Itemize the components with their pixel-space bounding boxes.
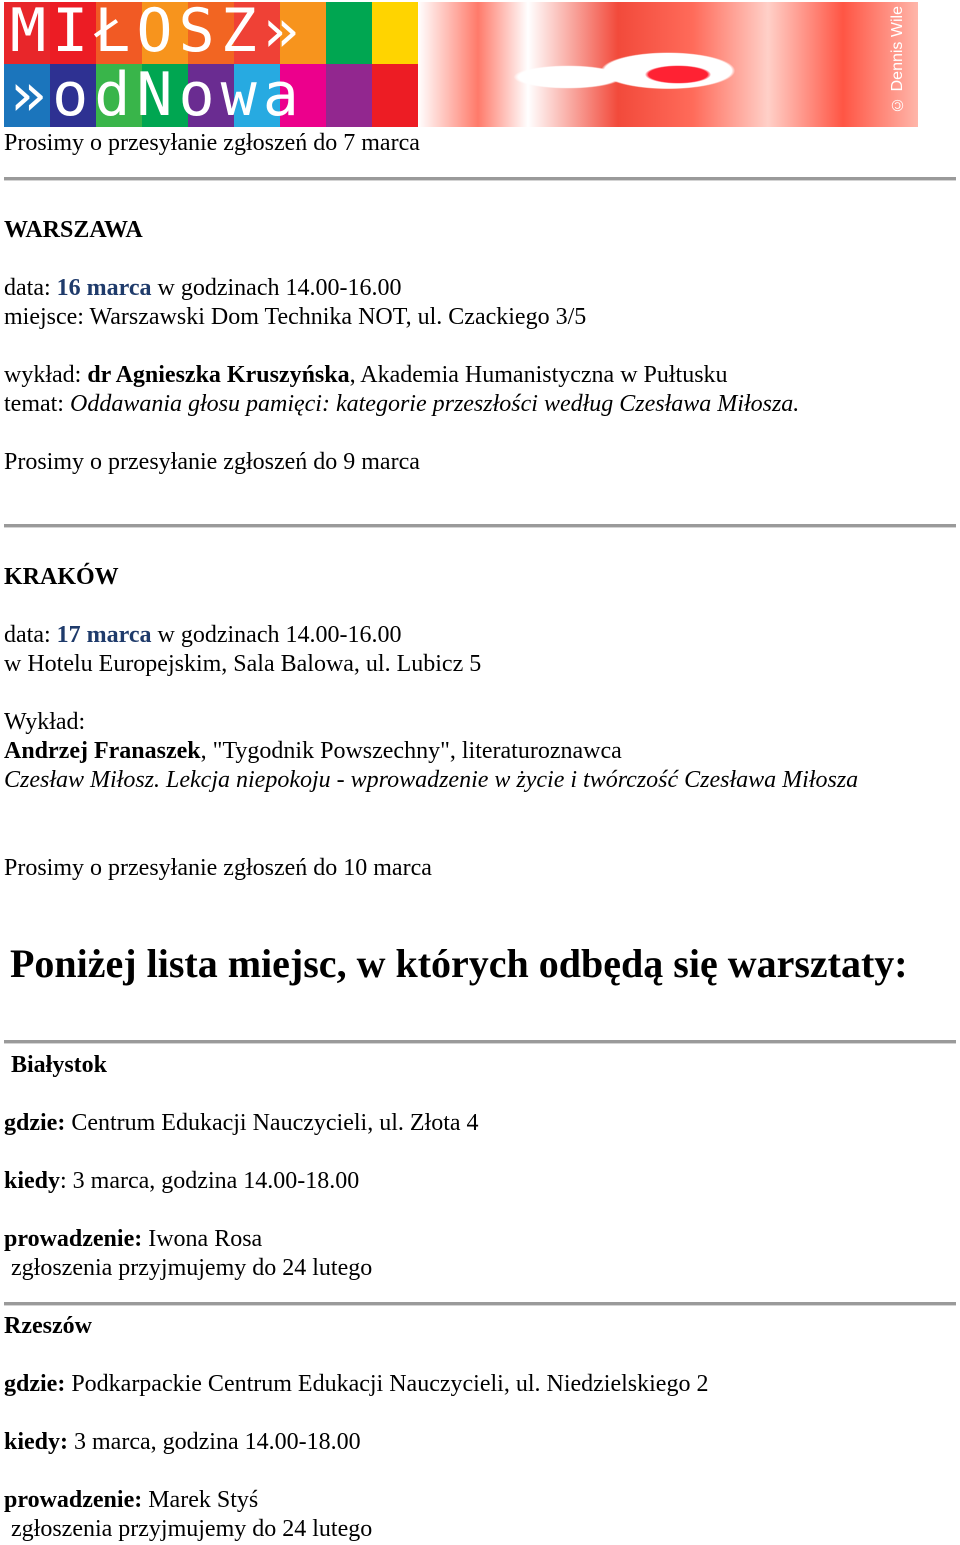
rzeszow-signup: zgłoszenia przyjmujemy do 24 lutego (11, 1516, 373, 1542)
krakow-topic: Czesław Miłosz. Lekcja niepokoju - wprowadzenie w życie i twórczość Czesława Miłosza (4, 767, 859, 793)
divider (4, 524, 956, 528)
city-heading-rzeszow: Rzeszów (4, 1313, 92, 1339)
city-heading-warszawa: WARSZAWA (4, 217, 143, 243)
divider (4, 1302, 956, 1306)
warszawa-lecture: wykład: dr Agnieszka Kruszyńska, Akademia Humanistyczna w Pułtusku (4, 362, 728, 388)
bialystok-when: kiedy: 3 marca, godzina 14.00-18.00 (4, 1168, 360, 1194)
rzeszow-when: kiedy: 3 marca, godzina 14.00-18.00 (4, 1429, 361, 1455)
portrait-image (418, 2, 918, 127)
krakow-deadline: Prosimy o przesyłanie zgłoszeń do 10 marca (4, 855, 432, 881)
divider (4, 1040, 956, 1044)
banner (4, 2, 918, 127)
logo-mosaic (4, 2, 418, 127)
krakow-place: w Hotelu Europejskim, Sala Balowa, ul. Lubicz 5 (4, 651, 482, 677)
krakow-lecture-label: Wykład: (4, 709, 86, 735)
warszawa-date: data: 16 marca w godzinach 14.00-16.00 (4, 275, 402, 301)
bialystok-where: gdzie: Centrum Edukacji Nauczycieli, ul. Złota 4 (4, 1110, 479, 1136)
warszawa-place: miejsce: Warszawski Dom Technika NOT, ul. Czackiego 3/5 (4, 304, 587, 330)
photo-credit: © Dennis Wile (889, 6, 906, 113)
warszawa-deadline: Prosimy o przesyłanie zgłoszeń do 9 marca (4, 449, 420, 475)
divider (4, 177, 956, 181)
logo-text-bottom: »odNowa (10, 60, 305, 127)
krakow-lecturer: Andrzej Franaszek, "Tygodnik Powszechny", literaturoznawca (4, 738, 622, 764)
warszawa-topic: temat: Oddawania głosu pamięci: kategorie przeszłości według Czesława Miłosza. (4, 391, 800, 417)
krakow-date: data: 17 marca w godzinach 14.00-16.00 (4, 622, 402, 648)
logo-text-top: MIŁOSZ» (10, 2, 305, 66)
bialystok-lead: prowadzenie: Iwona Rosa (4, 1226, 263, 1252)
rzeszow-lead: prowadzenie: Marek Styś (4, 1487, 259, 1513)
workshops-heading: Poniżej lista miejsc, w których odbędą się warsztaty: (10, 941, 908, 986)
city-heading-krakow: KRAKÓW (4, 564, 119, 590)
bialystok-signup: zgłoszenia przyjmujemy do 24 lutego (11, 1255, 373, 1281)
intro-deadline: Prosimy o przesyłanie zgłoszeń do 7 marca (4, 130, 420, 156)
city-heading-bialystok: Białystok (11, 1052, 108, 1078)
rzeszow-where: gdzie: Podkarpackie Centrum Edukacji Nauczycieli, ul. Niedzielskiego 2 (4, 1371, 709, 1397)
